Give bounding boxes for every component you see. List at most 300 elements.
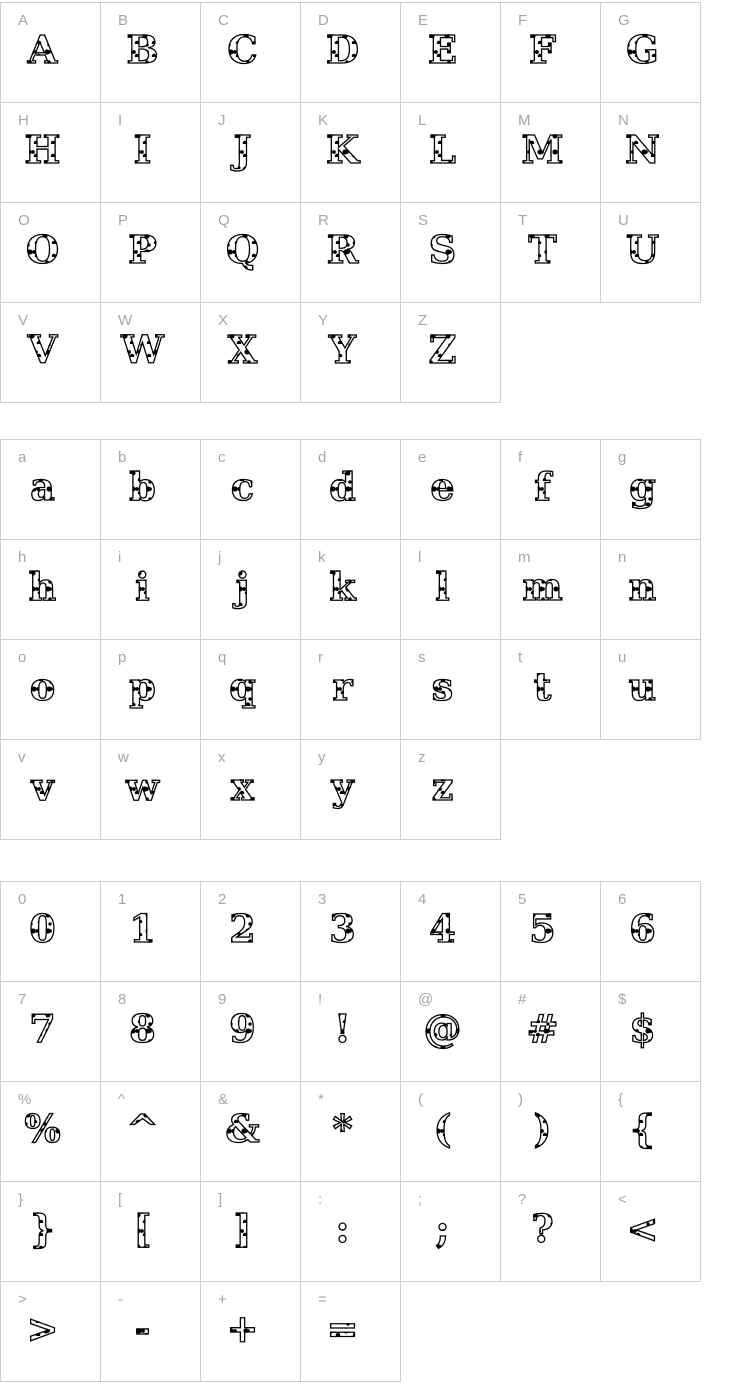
spotted-glyph: A bbox=[27, 26, 58, 72]
glyph-box bbox=[401, 886, 500, 971]
spotted-glyph: 6 bbox=[629, 905, 656, 951]
glyph-box bbox=[101, 886, 200, 971]
spotted-glyph: 8 bbox=[129, 1005, 156, 1051]
char-cell bbox=[601, 103, 701, 203]
char-label: E bbox=[418, 12, 429, 29]
char-cell bbox=[401, 540, 501, 640]
glyph-box bbox=[401, 107, 500, 192]
char-label: Q bbox=[218, 212, 230, 229]
glyph-box bbox=[201, 107, 300, 192]
glyph-box bbox=[1, 207, 100, 292]
glyph-box bbox=[401, 644, 500, 729]
spotted-glyph: u bbox=[628, 663, 657, 709]
char-cell bbox=[201, 3, 301, 103]
glyph-box bbox=[101, 1286, 200, 1371]
char-label: 4 bbox=[418, 891, 427, 908]
char-label: U bbox=[618, 212, 629, 229]
char-label: 5 bbox=[518, 891, 527, 908]
char-cell bbox=[201, 640, 301, 740]
glyph-box bbox=[301, 444, 400, 529]
glyph-box bbox=[101, 644, 200, 729]
char-cell bbox=[301, 1282, 401, 1382]
glyph-box bbox=[601, 544, 700, 629]
glyph-box bbox=[1, 307, 100, 392]
glyph-box bbox=[601, 644, 700, 729]
char-cell bbox=[601, 540, 701, 640]
char-cell bbox=[301, 1182, 401, 1282]
char-label: H bbox=[18, 112, 29, 129]
char-cell bbox=[101, 103, 201, 203]
char-label: g bbox=[618, 449, 627, 466]
char-label: $ bbox=[618, 991, 627, 1008]
char-cell bbox=[401, 640, 501, 740]
glyph-box bbox=[201, 1286, 300, 1371]
glyph-box bbox=[301, 744, 400, 829]
spotted-glyph: G bbox=[626, 26, 659, 72]
char-cell bbox=[1, 1182, 101, 1282]
spotted-glyph: q bbox=[229, 663, 256, 709]
glyph-box bbox=[1, 107, 100, 192]
char-label: 9 bbox=[218, 991, 227, 1008]
char-cell bbox=[501, 103, 601, 203]
glyph-box bbox=[201, 986, 300, 1071]
char-label: z bbox=[418, 749, 426, 766]
spotted-glyph: + bbox=[226, 1305, 259, 1351]
char-label: y bbox=[318, 749, 326, 766]
char-label: ] bbox=[218, 1191, 223, 1208]
glyph-box bbox=[401, 986, 500, 1071]
char-cell bbox=[301, 3, 401, 103]
char-cell bbox=[101, 740, 201, 840]
char-cell bbox=[201, 740, 301, 840]
char-cell bbox=[501, 982, 601, 1082]
char-label: d bbox=[318, 449, 327, 466]
glyph-box bbox=[101, 744, 200, 829]
glyph-box bbox=[501, 107, 600, 192]
char-label: A bbox=[18, 12, 29, 29]
char-cell bbox=[501, 640, 601, 740]
char-label: n bbox=[618, 549, 627, 566]
spotted-glyph: b bbox=[129, 463, 156, 509]
char-label: x bbox=[218, 749, 226, 766]
char-label: P bbox=[118, 212, 129, 229]
char-cell bbox=[1, 740, 101, 840]
glyph-box bbox=[301, 544, 400, 629]
spotted-glyph: g bbox=[629, 463, 656, 509]
spotted-glyph: N bbox=[625, 126, 660, 172]
spotted-glyph: [ bbox=[133, 1205, 152, 1251]
char-label: s bbox=[418, 649, 426, 666]
char-label: u bbox=[618, 649, 627, 666]
spotted-glyph: 2 bbox=[229, 905, 256, 951]
spotted-glyph: ! bbox=[334, 1005, 351, 1051]
char-label: W bbox=[118, 312, 133, 329]
char-label: 7 bbox=[18, 991, 27, 1008]
glyph-box bbox=[201, 1186, 300, 1271]
spotted-glyph: E bbox=[428, 26, 457, 72]
glyph-box bbox=[301, 986, 400, 1071]
spotted-glyph: 3 bbox=[329, 905, 356, 951]
char-cell bbox=[1, 1082, 101, 1182]
spotted-glyph: < bbox=[626, 1205, 659, 1251]
char-label: @ bbox=[418, 991, 434, 1008]
char-cell bbox=[1, 440, 101, 540]
char-label: Y bbox=[318, 312, 329, 329]
char-label: ! bbox=[318, 991, 323, 1008]
glyph-box bbox=[101, 307, 200, 392]
glyph-box bbox=[401, 1086, 500, 1171]
char-cell bbox=[301, 882, 401, 982]
char-label: j bbox=[218, 549, 222, 566]
spotted-glyph: s bbox=[431, 663, 454, 709]
char-label: M bbox=[518, 112, 531, 129]
char-label: ; bbox=[418, 1191, 423, 1208]
spotted-glyph: w bbox=[126, 763, 159, 809]
spotted-glyph: f bbox=[534, 463, 551, 509]
char-label: } bbox=[18, 1191, 24, 1208]
char-label: m bbox=[518, 549, 531, 566]
spotted-glyph: c bbox=[230, 463, 255, 509]
glyph-box bbox=[201, 886, 300, 971]
glyph-box bbox=[101, 1086, 200, 1171]
uppercase-section bbox=[0, 2, 701, 403]
glyph-box bbox=[301, 1086, 400, 1171]
spotted-glyph: x bbox=[231, 763, 254, 809]
char-cell bbox=[301, 540, 401, 640]
char-cell bbox=[501, 1082, 601, 1182]
char-label: 8 bbox=[118, 991, 127, 1008]
glyph-box bbox=[401, 544, 500, 629]
char-label: q bbox=[218, 649, 227, 666]
spotted-glyph: K bbox=[325, 126, 360, 172]
spotted-glyph: k bbox=[329, 563, 356, 609]
char-label: 1 bbox=[118, 891, 127, 908]
char-label: Z bbox=[418, 312, 428, 329]
glyph-box bbox=[401, 444, 500, 529]
glyph-box bbox=[201, 444, 300, 529]
spotted-glyph: 5 bbox=[529, 905, 556, 951]
spotted-glyph: S bbox=[428, 226, 457, 272]
glyph-box bbox=[601, 207, 700, 292]
char-cell bbox=[401, 103, 501, 203]
char-cell bbox=[101, 1082, 201, 1182]
char-cell bbox=[1, 303, 101, 403]
char-label: w bbox=[118, 749, 129, 766]
char-cell bbox=[301, 740, 401, 840]
char-cell bbox=[601, 882, 701, 982]
char-cell bbox=[401, 740, 501, 840]
char-cell bbox=[201, 540, 301, 640]
char-label: & bbox=[218, 1091, 229, 1108]
spotted-glyph: v bbox=[31, 763, 54, 809]
char-label: p bbox=[118, 649, 127, 666]
char-label: I bbox=[118, 112, 123, 129]
char-cell bbox=[101, 982, 201, 1082]
char-label: F bbox=[518, 12, 528, 29]
glyph-box bbox=[401, 744, 500, 829]
glyph-box bbox=[301, 1186, 400, 1271]
char-cell bbox=[201, 440, 301, 540]
char-cell bbox=[501, 3, 601, 103]
glyph-box bbox=[601, 1186, 700, 1271]
glyph-box bbox=[201, 307, 300, 392]
char-label: k bbox=[318, 549, 326, 566]
character-map bbox=[0, 2, 740, 1382]
char-label: % bbox=[18, 1091, 32, 1108]
char-label: R bbox=[318, 212, 329, 229]
glyph-box bbox=[101, 207, 200, 292]
spotted-glyph: T bbox=[528, 226, 557, 272]
glyph-box bbox=[401, 307, 500, 392]
spotted-glyph: 4 bbox=[429, 905, 456, 951]
char-cell bbox=[301, 982, 401, 1082]
char-cell bbox=[101, 1282, 201, 1382]
glyph-box bbox=[601, 444, 700, 529]
char-cell bbox=[101, 203, 201, 303]
char-cell bbox=[501, 440, 601, 540]
char-cell bbox=[401, 3, 501, 103]
char-label: t bbox=[518, 649, 523, 666]
spotted-glyph: 9 bbox=[229, 1005, 256, 1051]
spotted-glyph: r bbox=[332, 663, 353, 709]
spotted-glyph: i bbox=[135, 563, 150, 609]
char-cell bbox=[401, 440, 501, 540]
spotted-glyph: l bbox=[435, 563, 450, 609]
numerals-symbols-section bbox=[0, 881, 701, 1382]
char-cell bbox=[501, 882, 601, 982]
char-cell bbox=[401, 203, 501, 303]
glyph-box bbox=[601, 7, 700, 92]
glyph-box bbox=[1, 544, 100, 629]
char-label: i bbox=[118, 549, 122, 566]
spotted-glyph: % bbox=[24, 1105, 61, 1151]
char-cell bbox=[201, 103, 301, 203]
spotted-glyph: 1 bbox=[129, 905, 156, 951]
spotted-glyph: n bbox=[628, 563, 657, 609]
char-cell bbox=[301, 203, 401, 303]
spotted-glyph: ] bbox=[233, 1205, 252, 1251]
spotted-glyph: J bbox=[233, 126, 252, 172]
char-cell bbox=[301, 1082, 401, 1182]
spotted-glyph: h bbox=[28, 563, 57, 609]
glyph-box bbox=[1, 1186, 100, 1271]
glyph-box bbox=[101, 7, 200, 92]
char-cell bbox=[1, 203, 101, 303]
spotted-glyph: R bbox=[326, 226, 359, 272]
char-cell bbox=[101, 3, 201, 103]
char-label: L bbox=[418, 112, 427, 129]
spotted-glyph: y bbox=[331, 763, 354, 809]
spotted-glyph: P bbox=[128, 226, 157, 272]
char-label: J bbox=[218, 112, 226, 129]
char-cell bbox=[101, 1182, 201, 1282]
glyph-box bbox=[201, 1086, 300, 1171]
glyph-box bbox=[1, 886, 100, 971]
glyph-box bbox=[1, 444, 100, 529]
spotted-glyph: I bbox=[133, 126, 152, 172]
spotted-glyph: * bbox=[332, 1105, 353, 1151]
char-label: f bbox=[518, 449, 523, 466]
glyph-box bbox=[101, 444, 200, 529]
char-cell bbox=[301, 303, 401, 403]
char-cell bbox=[201, 982, 301, 1082]
glyph-box bbox=[501, 7, 600, 92]
glyph-box bbox=[1, 1286, 100, 1371]
glyph-box bbox=[501, 207, 600, 292]
char-label: + bbox=[218, 1291, 227, 1308]
char-cell bbox=[101, 303, 201, 403]
char-label: [ bbox=[118, 1191, 123, 1208]
glyph-box bbox=[201, 7, 300, 92]
char-label: l bbox=[418, 549, 422, 566]
char-cell bbox=[601, 1082, 701, 1182]
spotted-glyph: a bbox=[30, 463, 55, 509]
spotted-glyph: p bbox=[129, 663, 156, 709]
spotted-glyph: Q bbox=[225, 226, 260, 272]
char-cell bbox=[401, 303, 501, 403]
char-label: > bbox=[18, 1291, 27, 1308]
char-cell bbox=[1, 103, 101, 203]
char-cell bbox=[501, 203, 601, 303]
char-label: # bbox=[518, 991, 527, 1008]
glyph-box bbox=[101, 986, 200, 1071]
char-cell bbox=[1, 1282, 101, 1382]
char-cell bbox=[1, 640, 101, 740]
char-label: = bbox=[318, 1291, 327, 1308]
char-cell bbox=[601, 640, 701, 740]
glyph-box bbox=[201, 744, 300, 829]
char-label: 6 bbox=[618, 891, 627, 908]
spotted-glyph: M bbox=[521, 126, 564, 172]
char-label: T bbox=[518, 212, 528, 229]
char-label: { bbox=[618, 1091, 624, 1108]
char-label: V bbox=[18, 312, 29, 329]
char-label: v bbox=[18, 749, 26, 766]
glyph-box bbox=[401, 7, 500, 92]
glyph-box bbox=[401, 207, 500, 292]
char-label: b bbox=[118, 449, 127, 466]
glyph-box bbox=[501, 544, 600, 629]
spotted-glyph: H bbox=[24, 126, 61, 172]
spotted-glyph: } bbox=[30, 1205, 55, 1251]
char-cell bbox=[101, 440, 201, 540]
glyph-box bbox=[1, 644, 100, 729]
char-cell bbox=[201, 882, 301, 982]
char-cell bbox=[1, 882, 101, 982]
spotted-glyph: ^ bbox=[126, 1105, 159, 1151]
char-cell bbox=[1, 3, 101, 103]
char-label: B bbox=[118, 12, 129, 29]
glyph-box bbox=[101, 1186, 200, 1271]
char-label: ( bbox=[418, 1091, 423, 1108]
char-label: < bbox=[618, 1191, 627, 1208]
glyph-box bbox=[1, 1086, 100, 1171]
char-cell bbox=[601, 203, 701, 303]
spotted-glyph: Z bbox=[428, 326, 457, 372]
glyph-box bbox=[501, 1186, 600, 1271]
spotted-glyph: Y bbox=[328, 326, 357, 372]
char-cell bbox=[201, 303, 301, 403]
char-label: c bbox=[218, 449, 226, 466]
glyph-box bbox=[601, 1086, 700, 1171]
spotted-glyph: o bbox=[29, 663, 56, 709]
spotted-glyph: j bbox=[235, 563, 250, 609]
char-cell bbox=[501, 540, 601, 640]
glyph-box bbox=[601, 886, 700, 971]
spotted-glyph: { bbox=[630, 1105, 655, 1151]
char-label: G bbox=[618, 12, 630, 29]
char-label: O bbox=[18, 212, 30, 229]
glyph-box bbox=[301, 886, 400, 971]
char-cell bbox=[101, 540, 201, 640]
spotted-glyph: B bbox=[126, 26, 159, 72]
char-label: - bbox=[118, 1291, 123, 1308]
spotted-glyph: ) bbox=[533, 1105, 552, 1151]
glyph-box bbox=[401, 1186, 500, 1271]
char-cell bbox=[101, 640, 201, 740]
char-label: ? bbox=[518, 1191, 527, 1208]
char-cell bbox=[1, 540, 101, 640]
char-label: a bbox=[18, 449, 27, 466]
char-cell bbox=[501, 1182, 601, 1282]
char-label: X bbox=[218, 312, 229, 329]
spotted-glyph: z bbox=[431, 763, 454, 809]
char-label: * bbox=[318, 1091, 324, 1108]
spotted-glyph: ? bbox=[531, 1205, 554, 1251]
char-label: ^ bbox=[118, 1091, 126, 1108]
char-label: e bbox=[418, 449, 427, 466]
spotted-glyph: @ bbox=[423, 1005, 462, 1051]
spotted-glyph: U bbox=[625, 226, 660, 272]
spotted-glyph: C bbox=[227, 26, 258, 72]
char-cell bbox=[201, 1082, 301, 1182]
glyph-box bbox=[301, 644, 400, 729]
spotted-glyph: ( bbox=[433, 1105, 452, 1151]
char-cell bbox=[401, 882, 501, 982]
glyph-box bbox=[101, 107, 200, 192]
char-label: S bbox=[418, 212, 429, 229]
char-label: h bbox=[18, 549, 27, 566]
glyph-box bbox=[201, 544, 300, 629]
spotted-glyph: : bbox=[335, 1205, 350, 1251]
char-cell bbox=[601, 440, 701, 540]
glyph-box bbox=[201, 644, 300, 729]
char-cell bbox=[201, 1182, 301, 1282]
spotted-glyph: & bbox=[225, 1105, 260, 1151]
char-label: C bbox=[218, 12, 229, 29]
char-cell bbox=[601, 3, 701, 103]
lowercase-section bbox=[0, 439, 701, 840]
char-label: N bbox=[618, 112, 629, 129]
spotted-glyph: m bbox=[522, 563, 563, 609]
glyph-box bbox=[501, 986, 600, 1071]
char-cell bbox=[301, 440, 401, 540]
spotted-glyph: = bbox=[326, 1305, 359, 1351]
spotted-glyph: - bbox=[134, 1305, 151, 1351]
glyph-box bbox=[601, 986, 700, 1071]
spotted-glyph: t bbox=[533, 663, 552, 709]
glyph-box bbox=[501, 644, 600, 729]
glyph-box bbox=[301, 307, 400, 392]
char-label: D bbox=[318, 12, 329, 29]
spotted-glyph: X bbox=[227, 326, 258, 372]
char-label: : bbox=[318, 1191, 323, 1208]
char-cell bbox=[201, 1282, 301, 1382]
glyph-box bbox=[301, 207, 400, 292]
glyph-box bbox=[1, 744, 100, 829]
char-label: r bbox=[318, 649, 323, 666]
glyph-box bbox=[101, 544, 200, 629]
